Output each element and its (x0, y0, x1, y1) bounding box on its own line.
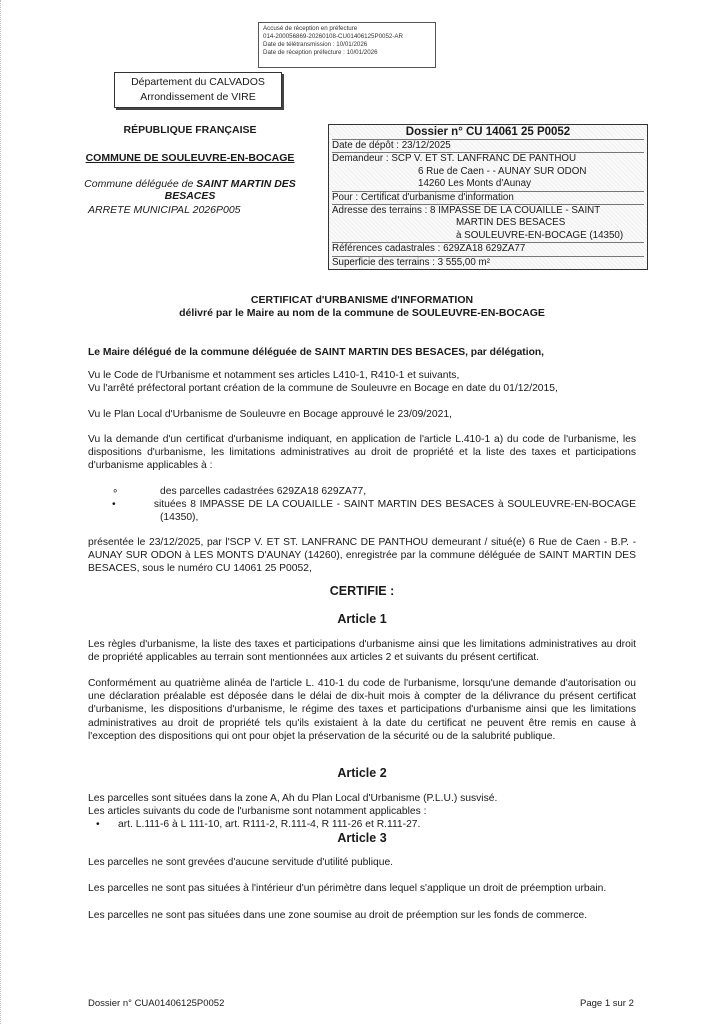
stamp-line: Date de réception préfecture : 10/01/2026 (263, 49, 378, 56)
dossier-box (328, 124, 648, 270)
date-depot: Date de dépôt : 23/12/2025 (332, 140, 644, 153)
article-3-paragraph: Les parcelles ne sont pas situées à l'intérieur d'un périmètre dans lequel s'applique un droit de préemption urbain. (88, 883, 607, 894)
article-1-heading: Article 1 (337, 612, 387, 626)
dossier-number: Dossier n° CU 14061 25 P0052 (332, 125, 644, 140)
article-2-paragraph: Les parcelles sont situées dans la zone A, Ah du Plan Local d'Urbanisme (P.L.U.) susvisé. (88, 793, 498, 804)
footer-page-number: Page 1 sur 2 (580, 998, 634, 1009)
article-2-paragraph: Les articles suivants du code de l'urbanisme sont notamment applicables : (88, 806, 427, 817)
list-item-text: des parcelles cadastrées 629ZA18 629ZA77, (160, 486, 367, 497)
demandeur-line: Demandeur : SCP V. ET ST. LANFRANC DE PANTHOU (332, 153, 577, 165)
article-1-paragraph: Les règles d'urbanisme, la liste des taxes et participations d'urbanisme ainsi que les limitations administratives au droit de propriété applicables au terrain sont mentionnées aux articles 2 et suivants du présent certificat. (88, 639, 636, 664)
deleguee-name: SAINT MARTIN DES BESACES (164, 178, 296, 202)
list-item (96, 818, 620, 831)
list-item (112, 485, 636, 498)
article-1-paragraph: Conformément au quatrième alinéa de l'article L. 410-1 du code de l'urbanisme, lorsqu'une demande d'autorisation ou une déclaration préalable est déposée dans le délai de dix-huit mois à compter de la délivrance du présent certificat d'urbanisme, les dispositions d'urbanisme, le régime des taxes et participations d'urbanisme ainsi que les limitations administratives au droit de propriété tels qu'ils existaient à la date du certificat ne peuvent être remis en cause à l'exception des dispositions qui ont pour objet la préservation de la sécurité ou de la salubrité publique. (88, 678, 636, 742)
department-name: Département du CALVADOS (131, 76, 265, 88)
bullet-icon: • (112, 499, 116, 510)
adresse-line: à SOULEUVRE-EN-BOCAGE (14350) (456, 229, 624, 241)
certificate-subtitle-line: délivré par le Maire au nom de la commune de SOULEUVRE-EN-BOCAGE (179, 307, 545, 319)
bullet-icon: ∘ (112, 486, 119, 497)
republic-heading: RÉPUBLIQUE FRANÇAISE (123, 124, 257, 136)
adresse-line: Adresse des terrains : 8 IMPASSE DE LA COUAILLE - SAINT (332, 205, 601, 217)
commune-heading: COMMUNE DE SOULEUVRE-EN-BOCAGE (85, 152, 295, 164)
department-box (114, 72, 282, 108)
arrondissement-name: Arrondissement de VIRE (140, 91, 256, 103)
certifie-heading: CERTIFIE : (329, 584, 395, 598)
bullet-icon: • (96, 819, 100, 830)
certificate-title-line: CERTIFICAT d'URBANISME d'INFORMATION (250, 294, 474, 306)
article-2-heading: Article 2 (337, 766, 387, 780)
bullet-2-text: situées 8 IMPASSE DE LA COUAILLE - SAINT MARTIN DES BESACES à SOULEUVRE-EN-BOCAGE (14350), (153, 499, 636, 524)
list-item-text: art. L.111-6 à L 111-10, art. R111-2, R.111-4, R 111-26 et R.111-27. (118, 819, 421, 830)
footer-dossier-number: Dossier n° CUA01406125P0052 (88, 998, 225, 1009)
vu-plu: Vu le Plan Local d'Urbanisme de Souleuvre en Bocage approuvé le 23/09/2021, (88, 409, 452, 420)
demandeur (332, 153, 644, 191)
list-item (112, 498, 636, 524)
stamp-line: Accusé de réception en préfecture (263, 25, 358, 32)
presentee-paragraph: présentée le 23/12/2025, par l'SCP V. ET ST. LANFRANC DE PANTHOU demeurant / situé(e) 6 Rue de Caen - B.P. - AUNAY SUR ODON à LES MONTS D'AUNAY (14260), enregistrée par la commune déléguée de SAINT MARTIN DES BESACES, sous le numéro CU 14061 25 P0052, (88, 537, 636, 575)
article-3-heading: Article 3 (337, 831, 387, 845)
prefecture-receipt-stamp (258, 22, 436, 68)
superficie: Superficie des terrains : 3 555,00 m² (332, 256, 490, 268)
vu-arrete: Vu l'arrêté préfectoral portant création de la commune de Souleuvre en Bocage en date du 01/12/2015, (88, 383, 558, 394)
demandeur-line: 6 Rue de Caen - - AUNAY SUR ODON (418, 165, 587, 177)
deleguee-prefix: Commune déléguée de (84, 178, 197, 190)
references-cadastrales: Références cadastrales : 629ZA18 629ZA77 (332, 243, 644, 256)
certificate-title (100, 294, 624, 320)
list-item-text (128, 498, 636, 524)
stamp-line: 014-200056869-20260108-CU01406125P0052-AR (263, 33, 404, 40)
article-3-paragraph: Les parcelles ne sont grevées d'aucune servitude d'utilité publique. (88, 857, 394, 868)
adresse-terrains (332, 205, 644, 243)
vu-demande: Vu la demande d'un certificat d'urbanisme indiquant, en application de l'article L.410-1 a) du code de l'urbanisme, les dispositions d'urbanisme, les limitations administratives au droit de propriété et la liste des taxes et participations d'urbanisme applicables à : (88, 434, 636, 472)
commune-deleguee (60, 178, 320, 202)
maire-statement: Le Maire délégué de la commune déléguée de SAINT MARTIN DES BESACES, par délégation, (88, 347, 545, 358)
stamp-line: Date de télétransmission : 10/01/2026 (263, 41, 368, 48)
vu-code: Vu le Code de l'Urbanisme et notamment ses articles L410-1, R410-1 et suivants, (88, 370, 460, 381)
adresse-line: MARTIN DES BESACES (456, 217, 566, 229)
arrete-number: ARRETE MUNICIPAL 2026P005 (88, 204, 241, 216)
article-3-paragraph: Les parcelles ne sont pas situées dans une zone soumise au droit de préemption sur les fonds de commerce. (88, 910, 588, 921)
scan-edge-line (0, 0, 2, 1024)
demandeur-line: 14260 Les Monts d'Aunay (418, 178, 531, 190)
pour: Pour : Certificat d'urbanisme d'information (332, 192, 644, 205)
